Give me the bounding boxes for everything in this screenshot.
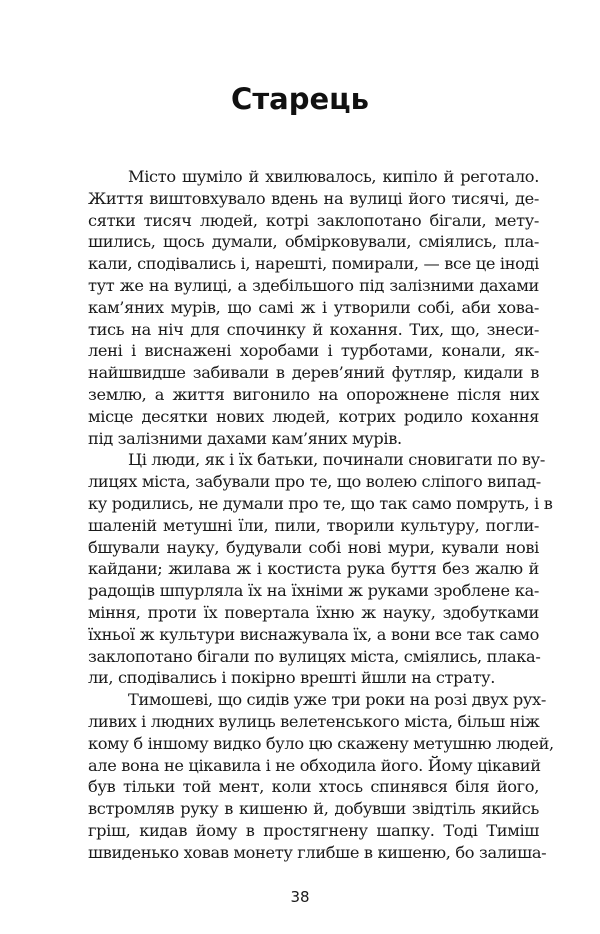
chapter-title: Старець [231, 82, 369, 116]
text-line: заклопотано бігали по вулицях міста, сміялись, плака- [88, 646, 541, 666]
body-text [88, 166, 554, 864]
text-line: лицях міста, забували про те, що волею сліпого випад- [88, 472, 541, 492]
text-line: найшвидше забивали в дерев’яний футляр, кидали в [88, 363, 539, 383]
paragraph [88, 166, 539, 449]
text-line: ку родились, не думали про те, що так само помруть, і в [88, 493, 553, 513]
text-line: Ці люди, як і їх батьки, починали сновигати по ву- [128, 450, 545, 470]
text-line: місце десятки нових людей, котрих родило кохання [88, 406, 539, 426]
text-line: кам’яних мурів, що самі ж і утворили собі, аби хова- [88, 297, 539, 317]
text-line: був тільки той мент, коли хтось спинявся біля його, [88, 777, 539, 797]
text-line: кайдани; жилава ж і костиста рука буття без жалю й [88, 559, 539, 579]
text-line: землю, а життя вигонило на опорожнене після них [88, 384, 539, 404]
paragraph [88, 689, 554, 863]
text-line: бшували науку, будували собі нові мури, кували нові [88, 537, 539, 557]
text-line: встромляв руку в кишеню й, добувши звідтіль якийсь [88, 799, 539, 819]
text-line: кали, сподівались і, нарешті, помирали, — все це іноді [88, 254, 539, 274]
paragraph [88, 449, 553, 689]
text-line: швиденько ховав монету глибше в кишеню, бо залиша- [88, 842, 547, 862]
text-line: шились, щось думали, обмірковували, сміялись, пла- [88, 232, 539, 252]
text-line: тись на ніч для спочинку й кохання. Тих, що, знеси- [88, 319, 539, 339]
text-line: міння, проти їх повертала їхню ж науку, здобутками [88, 602, 539, 622]
page-number: 38 [290, 888, 310, 906]
text-line: шаленій метушні їли, пили, творили культуру, погли- [88, 515, 539, 535]
text-line: Тимошеві, що сидів уже три роки на розі двух рух- [128, 690, 546, 710]
text-line: під залізними дахами кам’яних мурів. [88, 428, 402, 448]
text-line: їхньої ж культури виснажувала їх, а вони все так само [88, 624, 539, 644]
text-line: ли, сподівались і покірно врешті йшли на страту. [88, 668, 496, 688]
text-line: сятки тисяч людей, котрі заклопотано бігали, мету- [88, 210, 539, 230]
text-line: лені і виснажені хоробами і турботами, конали, як- [88, 341, 539, 361]
text-line: Життя виштовхувало вдень на вулиці його тисячі, де- [88, 188, 539, 208]
text-line: Місто шуміло й хвилювалось, кипіло й реготало. [128, 167, 539, 186]
text-line: гріш, кидав йому в простягнену шапку. Тоді Тиміш [88, 820, 539, 840]
text-line: але вона не цікавила і не обходила його. Йому цікавий [88, 755, 541, 775]
text-line: ливих і людних вулиць велетенського міста, більш ніж [88, 711, 540, 731]
text-line: кому б іншому видко було цю скажену метушню людей, [88, 733, 554, 753]
text-line: тут же на вулиці, а здебільшого під залізними дахами [88, 275, 539, 295]
text-line: радощів шпурляла їх на їхніми ж руками зроблене ка- [88, 581, 539, 601]
